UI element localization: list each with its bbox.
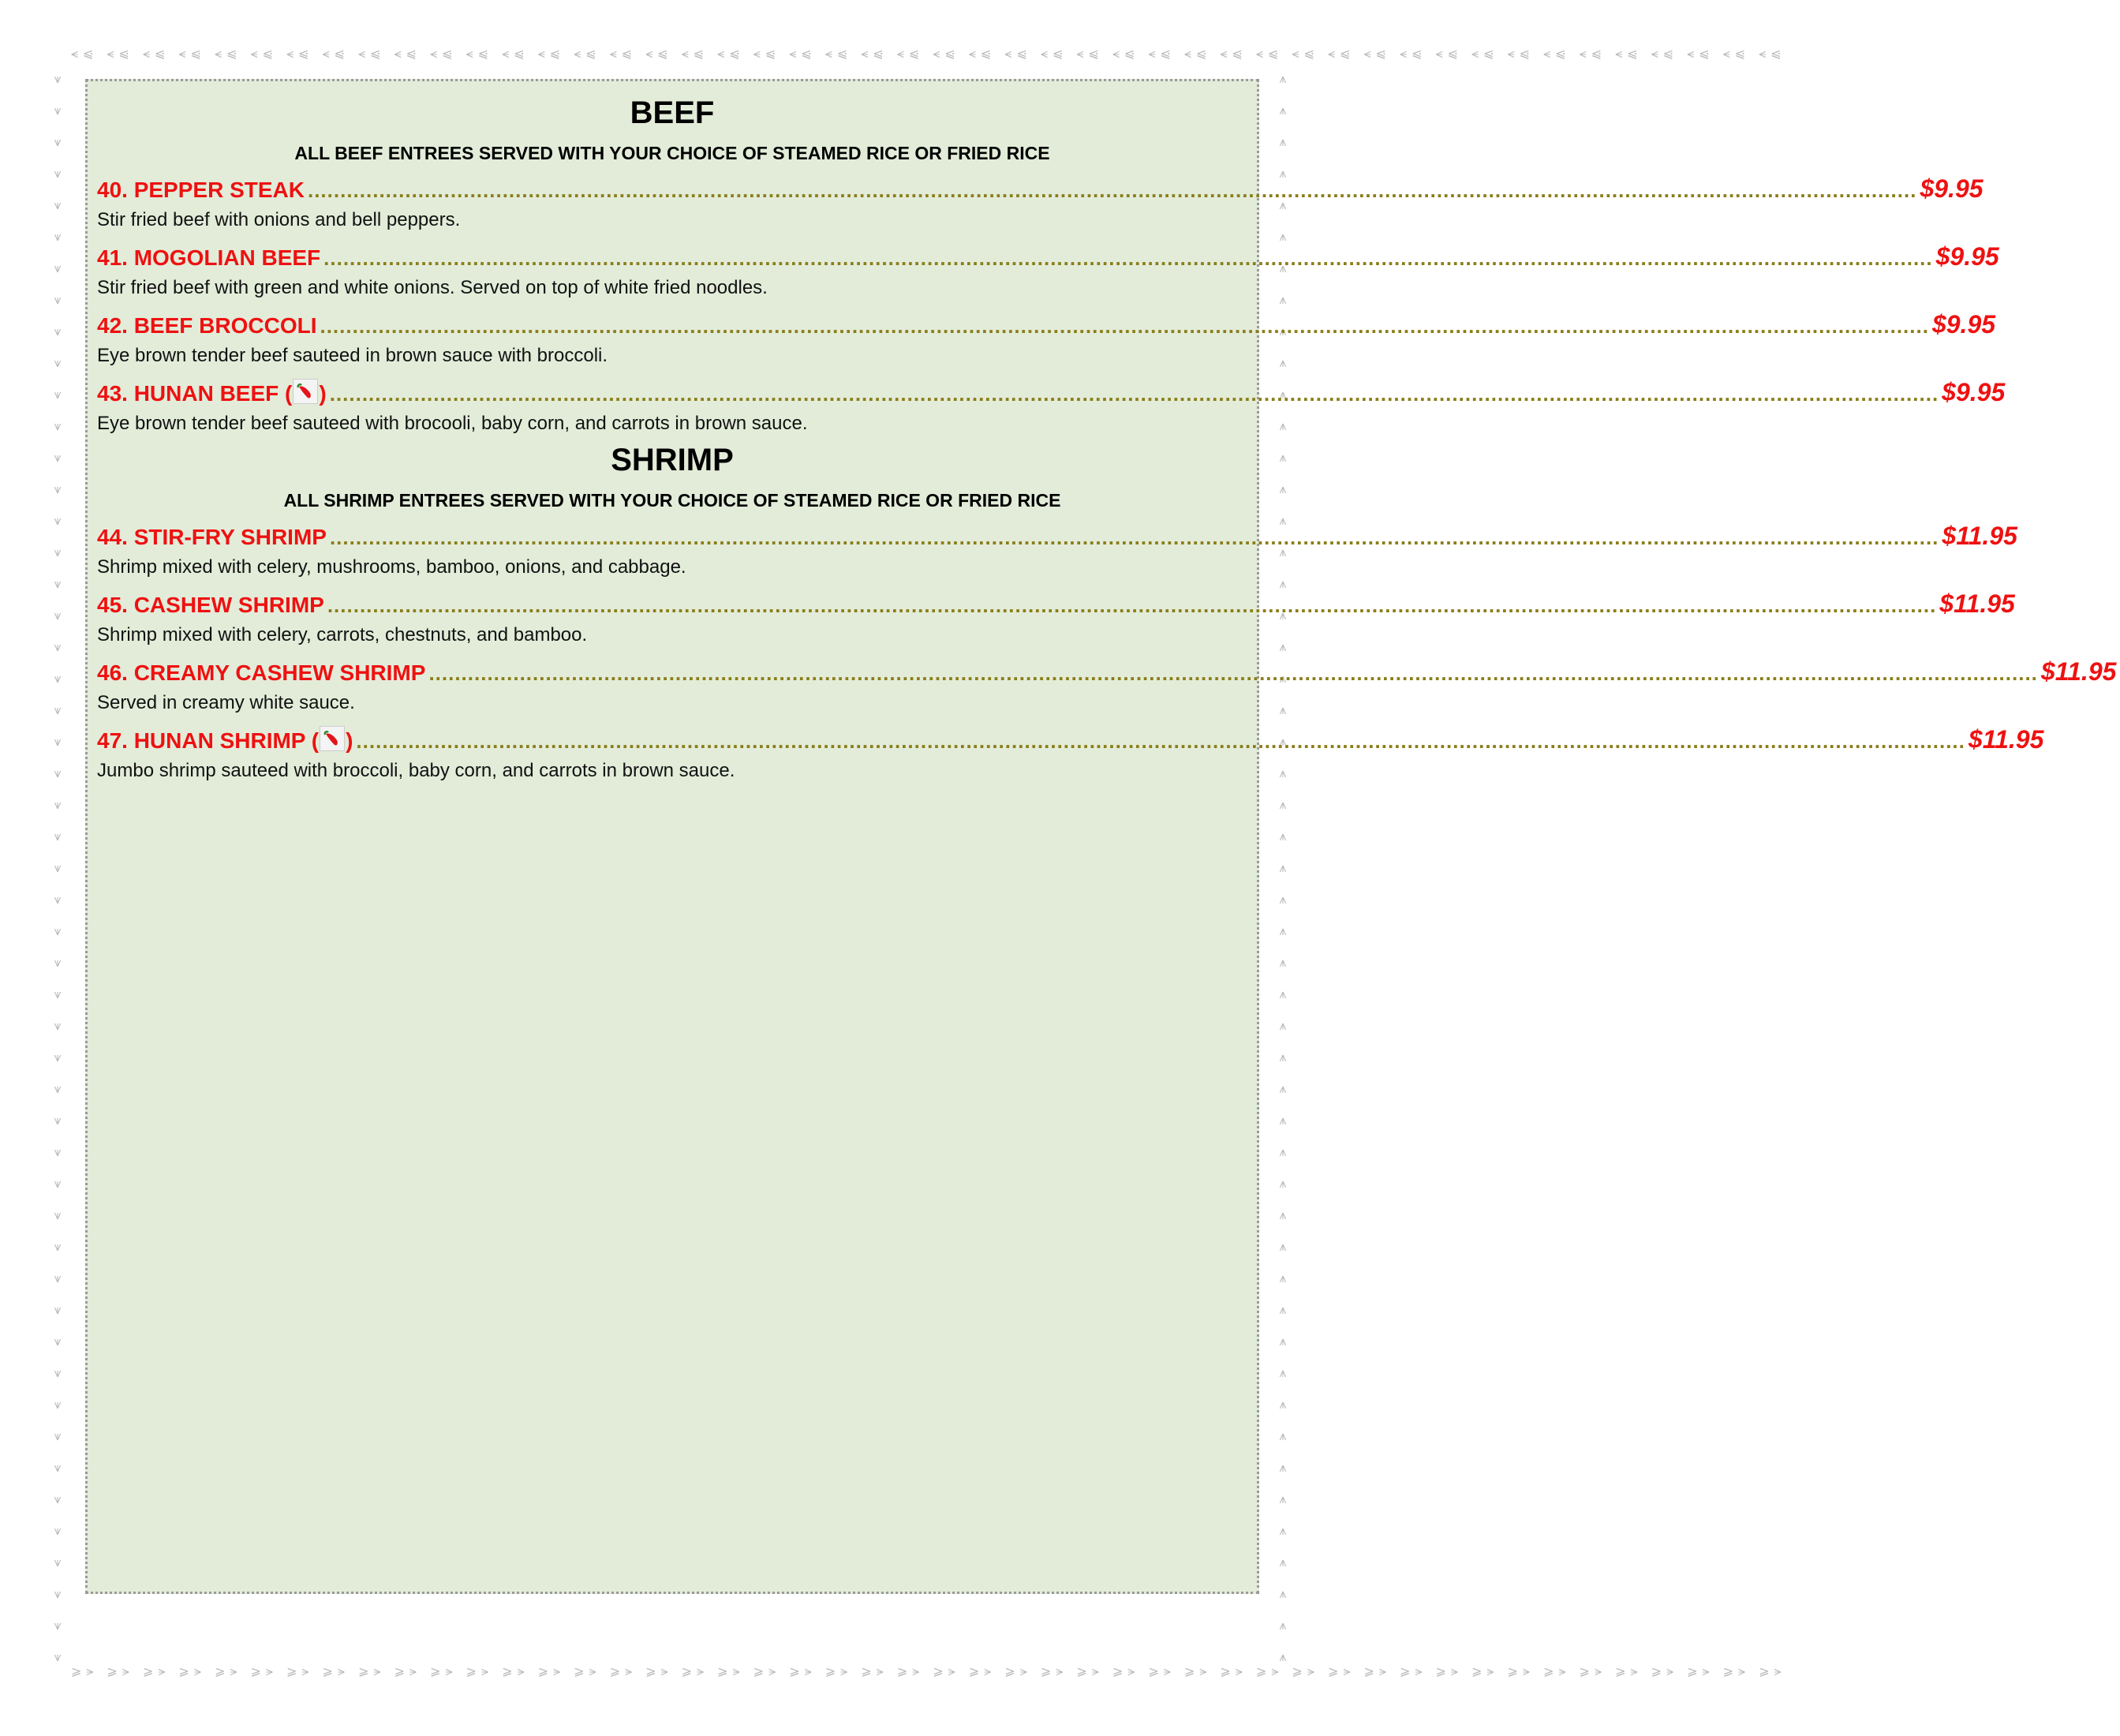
item-price: $11.95 <box>1942 522 2017 550</box>
item-name: 46. CREAMY CASHEW SHRIMP <box>97 660 426 685</box>
spicy-pepper-icon <box>293 379 318 404</box>
menu-item-hunan-beef <box>97 378 2006 406</box>
menu-item-stir-fry-shrimp <box>97 522 2017 550</box>
spicy-pepper-icon <box>320 726 345 751</box>
item-description: Eye brown tender beef sauteed with brocooli, baby corn, and carrots in brown sauce. <box>97 413 808 434</box>
menu-item-creamy-cashew-shrimp <box>97 657 2117 686</box>
item-description: Stir fried beef with onions and bell peppers. <box>97 209 461 230</box>
menu-item-cashew-shrimp <box>97 589 2015 618</box>
dot-leader <box>330 526 1939 550</box>
decorative-border-top: ⪪⩿ ⪪⩿ ⪪⩿ ⪪⩿ ⪪⩿ ⪪⩿ ⪪⩿ ⪪⩿ ⪪⩿ ⪪⩿ ⪪⩿ ⪪⩿ ⪪⩿ ⪪⩿ ⪪⩿ ⪪⩿ ⪪⩿ ⪪⩿ ⪪⩿ ⪪⩿ ⪪⩿ ⪪⩿ ⪪⩿ ⪪⩿ ⪪⩿ ⪪⩿ ⪪⩿ ⪪⩿ ⪪⩿ ⪪⩿ ⪪⩿ ⪪⩿ ⪪⩿ ⪪⩿ ⪪⩿ ⪪⩿ ⪪⩿ ⪪⩿ ⪪⩿ ⪪⩿ ⪪⩿ ⪪⩿ ⪪⩿ ⪪⩿ ⪪⩿ ⪪⩿ ⪪⩿ ⪪⩿ <box>71 46 1786 61</box>
menu-item-mogolian-beef <box>97 242 1999 271</box>
dot-leader <box>320 314 1928 339</box>
item-name: 44. STIR-FRY SHRIMP <box>97 525 327 549</box>
item-name-end: ) <box>346 728 353 753</box>
item-description: Eye brown tender beef sauteed in brown sauce with broccoli. <box>97 345 608 366</box>
item-description: Shrimp mixed with celery, mushrooms, bamboo, onions, and cabbage. <box>97 556 686 578</box>
item-name: 41. MOGOLIAN BEEF <box>97 245 321 270</box>
menu-panel <box>85 79 2117 1594</box>
item-description: Shrimp mixed with celery, carrots, chestnuts, and bamboo. <box>97 624 588 645</box>
item-description: Stir fried beef with green and white onions. Served on top of white fried noodles. <box>97 277 768 298</box>
item-price: $11.95 <box>2040 657 2117 686</box>
decorative-border-bottom: ⩾⪫ ⩾⪫ ⩾⪫ ⩾⪫ ⩾⪫ ⩾⪫ ⩾⪫ ⩾⪫ ⩾⪫ ⩾⪫ ⩾⪫ ⩾⪫ ⩾⪫ ⩾⪫ ⩾⪫ ⩾⪫ ⩾⪫ ⩾⪫ ⩾⪫ ⩾⪫ ⩾⪫ ⩾⪫ ⩾⪫ ⩾⪫ ⩾⪫ ⩾⪫ ⩾⪫ ⩾⪫ ⩾⪫ ⩾⪫ ⩾⪫ ⩾⪫ ⩾⪫ ⩾⪫ ⩾⪫ ⩾⪫ ⩾⪫ ⩾⪫ ⩾⪫ ⩾⪫ ⩾⪫ ⩾⪫ ⩾⪫ ⩾⪫ ⩾⪫ ⩾⪫ ⩾⪫ ⩾⪫ <box>71 1663 1786 1678</box>
menu-item-pepper-steak <box>97 174 1984 203</box>
item-name: 42. BEEF BROCCOLI <box>97 313 317 338</box>
item-name-text: 43. HUNAN BEEF ( <box>97 381 293 406</box>
item-price: $9.95 <box>1931 310 1996 339</box>
item-description: Jumbo shrimp sauteed with broccoli, baby corn, and carrots in brown sauce. <box>97 760 735 781</box>
decorative-border-left: ⩛ ⩛ ⩛ ⩛ ⩛ ⩛ ⩛ ⩛ ⩛ ⩛ ⩛ ⩛ ⩛ ⩛ ⩛ ⩛ ⩛ ⩛ ⩛ ⩛ ⩛ ⩛ ⩛ ⩛ ⩛ ⩛ ⩛ ⩛ ⩛ ⩛ ⩛ ⩛ ⩛ ⩛ ⩛ ⩛ ⩛ ⩛ ⩛ ⩛ ⩛ ⩛ ⩛ ⩛ ⩛ ⩛ ⩛ ⩛ ⩛ ⩛ ⩛ <box>54 71 62 1664</box>
dot-leader <box>323 246 1932 271</box>
item-price: $9.95 <box>1942 378 2006 406</box>
dot-leader <box>308 178 1916 203</box>
item-price: $9.95 <box>1920 174 1984 203</box>
dot-leader <box>327 593 1936 618</box>
item-name <box>97 726 353 754</box>
item-name-text: 47. HUNAN SHRIMP ( <box>97 728 320 753</box>
dot-leader <box>428 661 2037 686</box>
beef-section-title: BEEF <box>630 95 715 130</box>
shrimp-section-subtitle: ALL SHRIMP ENTREES SERVED WITH YOUR CHOICE OF STEAMED RICE OR FRIED RICE <box>283 490 1061 511</box>
menu-item-beef-broccoli <box>97 310 1996 339</box>
beef-section-subtitle: ALL BEEF ENTREES SERVED WITH YOUR CHOICE OF STEAMED RICE OR FRIED RICE <box>294 143 1050 163</box>
dot-leader <box>330 382 1939 406</box>
item-name: 45. CASHEW SHRIMP <box>97 593 324 617</box>
item-price: $9.95 <box>1935 242 1999 271</box>
decorative-border-right: ⩚ ⩚ ⩚ ⩚ ⩚ ⩚ ⩚ ⩚ ⩚ ⩚ ⩚ ⩚ ⩚ ⩚ ⩚ ⩚ ⩚ ⩚ ⩚ ⩚ ⩚ ⩚ ⩚ ⩚ ⩚ ⩚ ⩚ ⩚ ⩚ ⩚ ⩚ ⩚ ⩚ ⩚ ⩚ ⩚ ⩚ ⩚ ⩚ ⩚ ⩚ ⩚ ⩚ ⩚ ⩚ ⩚ ⩚ ⩚ ⩚ ⩚ ⩚ <box>1279 71 1287 1664</box>
item-name <box>97 379 327 406</box>
item-name: 40. PEPPER STEAK <box>97 178 305 202</box>
menu-item-hunan-shrimp <box>97 725 2044 754</box>
shrimp-section-title: SHRIMP <box>611 443 734 477</box>
item-price: $11.95 <box>1939 589 2015 618</box>
item-price: $11.95 <box>1968 725 2044 754</box>
dot-leader <box>356 729 1965 754</box>
item-description: Served in creamy white sauce. <box>97 692 355 713</box>
item-name-end: ) <box>319 381 327 406</box>
